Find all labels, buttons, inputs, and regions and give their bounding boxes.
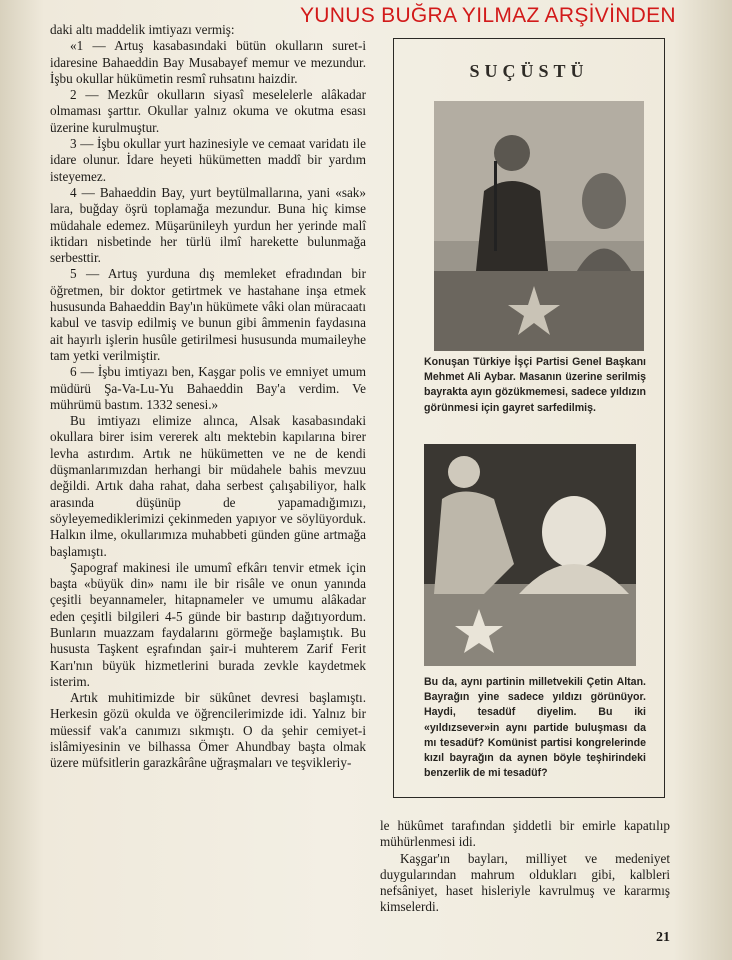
paragraph: 4 — Bahaeddin Bay, yurt beytülmallarına, yani «sak» lara, buğday öşrü toplamağa mezundur. Buna hiç kimse müdahale edemez. Müşarünileyh yurdun her yerinde malî iktidarı nisbetinde her türlü ilmî harekette bulunmağa serbesttir.	[50, 184, 366, 266]
paragraph: Bu imtiyazı elimize alınca, Alsak kasabasındaki okullara birer isim vererek altı mektebin kapılarına birer levha astırdım. Artık ne hükümetten ve ne de kendi düşmanlarımızdan herhangi bir müdahele bahis mevzuu değildi. Artık daha rahat, daha serbest çalışabiliyor, halk arasında düşünüp de yapamadığımızı, söyleyemediklerimizi çekinmeden yapıyor ve söylüyorduk. Halkın ilme, okullarımıza muhabbeti günden güne artmağa başlamıştı.	[50, 413, 366, 559]
paragraph: 2 — Mezkûr okulların siyasî meselelerle alâkadar olmaması şarttır. Okullar yalnız okuma ve okutma esası üzerine kurulmuştur.	[50, 87, 366, 135]
photo-speaker-altan	[424, 444, 636, 666]
archive-watermark: YUNUS BUĞRA YILMAZ ARŞİVİNDEN	[300, 4, 676, 27]
photo-speaker-aybar	[434, 101, 644, 351]
paragraph: 3 — İşbu okullar yurt hazinesiyle ve cemaat varidatı ile idare olunur. İdare heyeti hükümetten maddî bir yardım isteyemez.	[50, 136, 366, 184]
photo-caption: Konuşan Türkiye İşçi Partisi Genel Başkanı Mehmet Ali Aybar. Masanın üzerine serilmiş bayrakta ayın gözükmemesi, sadece yıldızın görünmesi için gayret sarfedilmiş.	[424, 356, 646, 414]
paragraph: Kaşgar'ın bayları, milliyet ve medeniyet duygularından mahrum oldukları gibi, kalbleri nefsâniyet, haset hisleriyle kavrulmuş ve kararmış kimselerdi.	[380, 850, 670, 915]
continuation-column	[380, 818, 670, 916]
photo-caption: Bu da, aynı partinin milletvekili Çetin Altan. Bayrağın yine sadece yıldızı görünüyor. Haydi, tesadüf diyelim. Bu iki «yıldızsever»in aynı partide buluşması da mı tesadüf? Komünist partisi kongrelerinde kızıl bayrağın da aynen böyle teşhirindeki benzerlik de mi tesadüf?	[424, 676, 646, 780]
paragraph: «1 — Artuş kasabasındaki bütün okulların suret-i idaresine Bahaeddin Bay Musabayef memur ve mezundur. İşbu okullar hükümetin resmî ruhsatını haizdir.	[50, 38, 366, 86]
paragraph: Şapograf makinesi ile umumî efkârı tenvir etmek için başta «büyük din» namı ile bir risâle ve onun yanında çeşitli beyannameler, hitapnameler ve umumu alâkadar eden çeşitli bilgileri 4-5 günde bir bastırıp dağıtıyordum. Bunların muazzam faydalarını görmeğe başlamıştık. Bu hususta Taşkent eşrafından şair-i muhterem Zarif Ferit Karı'nın büyük hizmetlerini burada zevkle kaydetmek isterim.	[50, 559, 366, 689]
paragraph: 5 — Artuş yurduna dış memleket efradından bir öğretmen, bir doktor getirtmek ve hastahane inşa etmek hususunda Bahaeddin Bay'ın hükümete vâki olan müracaatı kabul ve tasvip edilmiş ve bunun gibi âmmenin faydasına ait hayırlı işlerin husûle getirilmesi hususunda mumaileyhe tam yetki verilmiştir.	[50, 266, 366, 363]
sidebar-title: SUÇÜSTÜ	[469, 61, 589, 81]
sucustu-sidebar	[393, 38, 665, 798]
page-number: 21	[656, 930, 670, 945]
paragraph: Artık muhitimizde bir sükûnet devresi başlamıştı. Herkesin gözü okulda ve öğrencilerimizde idi. Yalnız bir müessif vak'a canımızı sıkmıştı. O da şehir cemiyet-i islâmiyesinin ve bilhassa Ömer Ahundbay başta olmak üzere müfsitlerin garazkârâne uğraşmaları ve teşvikleriy-	[50, 690, 366, 771]
paragraph: le hükûmet tarafından şiddetli bir emirle kapatılıp mühürlenmesi idi.	[380, 818, 670, 850]
paragraph: daki altı maddelik imtiyazı vermiş:	[50, 22, 235, 37]
left-column	[50, 22, 366, 772]
paragraph: 6 — İşbu imtiyazı ben, Kaşgar polis ve emniyet umum müdürü Şa-Va-Lu-Yu Bahaeddin Bay'a verdim. Ve mührümü bastım. 1332 senesi.»	[50, 364, 366, 412]
